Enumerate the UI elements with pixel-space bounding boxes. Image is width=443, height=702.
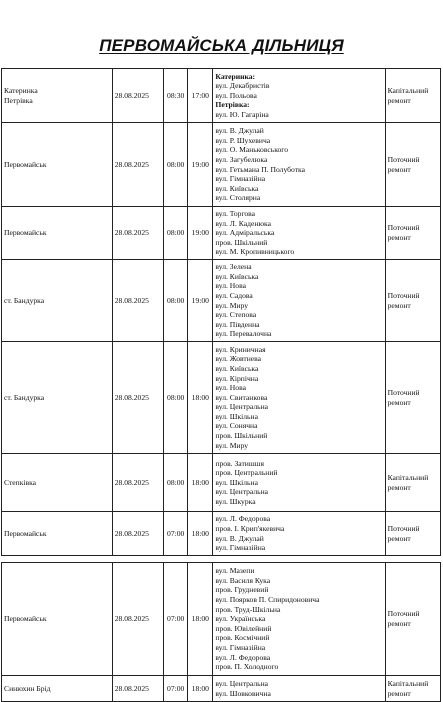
street-item: Петрівка:: [215, 100, 250, 110]
date-cell: 28.08.2025: [112, 207, 163, 260]
street-item: вул. Зелена: [215, 262, 252, 272]
location-cell: ст. Бандурка: [2, 342, 113, 454]
end-time-cell: 18:00: [188, 454, 213, 512]
street-item: вул. В. Джулай: [215, 126, 264, 136]
end-time-cell: 19:00: [188, 123, 213, 207]
street-item: вул. Столярна: [215, 193, 261, 203]
streets-cell: [213, 342, 385, 454]
street-item: пров. Шкільний: [215, 237, 268, 247]
street-item: пров. Затишшя: [215, 458, 265, 468]
street-item: вул. В. Джулай: [215, 533, 264, 543]
date-cell: 28.08.2025: [112, 512, 163, 556]
streets-cell: [213, 676, 385, 702]
street-item: вул. Гімназійна: [215, 174, 266, 184]
street-item: Катеринка:: [215, 71, 256, 81]
street-item: пров. Космічний: [215, 633, 270, 643]
date-cell: 28.08.2025: [112, 123, 163, 207]
start-time-cell: 08:00: [164, 342, 188, 454]
date-cell: 28.08.2025: [112, 342, 163, 454]
street-item: вул. Торгова: [215, 209, 256, 219]
table-row: [2, 454, 441, 512]
street-item: вул. Українська: [215, 614, 266, 624]
schedule-table: [1, 68, 441, 556]
street-item: вул. Криничная: [215, 344, 266, 354]
location-cell: Первомайськ: [2, 123, 113, 207]
street-item: вул. Л. Каденюка: [215, 218, 271, 228]
repair-type-cell: Капітальний ремонт: [385, 676, 440, 702]
location-cell: Катеринка Петрівка: [2, 69, 113, 123]
streets-cell: [213, 260, 385, 342]
location-cell: Степківка: [2, 454, 113, 512]
street-item: вул. Гетьмана П. Полуботка: [215, 164, 305, 174]
table-row: [2, 563, 441, 676]
table-row: [2, 69, 441, 123]
street-item: вул. Сонячна: [215, 421, 258, 431]
repair-type-cell: Поточний ремонт: [385, 123, 440, 207]
street-item: вул. Ю. Гагаріна: [215, 109, 269, 119]
location-cell: Первомайськ: [2, 512, 113, 556]
street-item: пров. Труд-Шкільна: [215, 604, 281, 614]
street-item: вул. Миру: [215, 440, 249, 450]
street-item: вул. Садова: [215, 290, 253, 300]
street-item: вул. Перевалочна: [215, 329, 272, 339]
street-item: вул. Нова: [215, 383, 246, 393]
street-item: вул. Загубелюка: [215, 154, 268, 164]
table-row: [2, 260, 441, 342]
street-item: вул. Декабристів: [215, 81, 270, 91]
street-item: пров. Центральний: [215, 468, 278, 478]
streets-cell: [213, 454, 385, 512]
table-row: [2, 676, 441, 702]
street-item: вул. Центральна: [215, 402, 269, 412]
start-time-cell: 07:00: [164, 512, 188, 556]
street-item: пров. Ювілейний: [215, 623, 272, 633]
street-item: вул. Центральна: [215, 487, 269, 497]
streets-cell: [213, 207, 385, 260]
location-cell: Синюхин Брід: [2, 676, 113, 702]
start-time-cell: 07:00: [164, 676, 188, 702]
date-cell: 28.08.2025: [112, 454, 163, 512]
end-time-cell: 18:00: [188, 512, 213, 556]
streets-cell: [213, 512, 385, 556]
street-item: вул. Гімназійна: [215, 642, 266, 652]
street-item: вул. Польова: [215, 90, 257, 100]
street-item: вул. Поярков П. Спиридоновича: [215, 595, 320, 605]
end-time-cell: 19:00: [188, 260, 213, 342]
end-time-cell: 17:00: [188, 69, 213, 123]
street-item: вул. Кірпічна: [215, 373, 259, 383]
start-time-cell: 08:00: [164, 260, 188, 342]
repair-type-cell: Поточний ремонт: [385, 512, 440, 556]
street-item: вул. Мазепи: [215, 566, 255, 576]
start-time-cell: 08:00: [164, 454, 188, 512]
location-cell: Первомайськ: [2, 207, 113, 260]
street-item: вул. Миру: [215, 300, 249, 310]
table-row: [2, 512, 441, 556]
repair-type-cell: Поточний ремонт: [385, 563, 440, 676]
repair-type-cell: Поточний ремонт: [385, 342, 440, 454]
start-time-cell: 08:30: [164, 69, 188, 123]
street-item: вул. Шкурка: [215, 496, 256, 506]
street-item: вул. Свитанкова: [215, 392, 268, 402]
street-item: пров. П. Холодного: [215, 662, 279, 672]
street-item: вул. Київська: [215, 271, 259, 281]
street-item: вул. О. Маньковського: [215, 145, 289, 155]
date-cell: 28.08.2025: [112, 260, 163, 342]
location-cell: Первомайськ: [2, 563, 113, 676]
street-item: пров. І. Крип'якевича: [215, 523, 285, 533]
end-time-cell: 18:00: [188, 342, 213, 454]
street-item: вул. Василя Кука: [215, 575, 271, 585]
street-item: вул. Гімназійна: [215, 543, 266, 553]
location-cell: ст. Бандурка: [2, 260, 113, 342]
street-item: вул. Р. Шухевича: [215, 135, 271, 145]
table-row: [2, 123, 441, 207]
street-item: вул. Л. Федорова: [215, 652, 271, 662]
repair-type-cell: Поточний ремонт: [385, 260, 440, 342]
repair-type-cell: Поточний ремонт: [385, 207, 440, 260]
street-item: вул. М. Кропивницького: [215, 247, 295, 257]
street-item: вул. Шкільна: [215, 411, 258, 421]
table-row: [2, 342, 441, 454]
street-item: вул. Нова: [215, 281, 246, 291]
street-item: вул. Шкільна: [215, 477, 258, 487]
streets-cell: [213, 123, 385, 207]
street-item: вул. Шовковична: [215, 688, 271, 698]
end-time-cell: 18:00: [188, 676, 213, 702]
street-item: вул. Південна: [215, 319, 260, 329]
end-time-cell: 18:00: [188, 563, 213, 676]
repair-type-cell: Капітальний ремонт: [385, 454, 440, 512]
end-time-cell: 19:00: [188, 207, 213, 260]
street-item: вул. Жовтнева: [215, 354, 262, 364]
street-item: вул. Адміральська: [215, 228, 275, 238]
start-time-cell: 08:00: [164, 207, 188, 260]
date-cell: 28.08.2025: [112, 676, 163, 702]
street-item: вул. Центральна: [215, 678, 269, 688]
schedule-table: [1, 562, 441, 702]
page-title: ПЕРВОМАЙСЬКА ДІЛЬНИЦЯ: [99, 36, 344, 55]
date-cell: 28.08.2025: [112, 563, 163, 676]
table-row: [2, 207, 441, 260]
start-time-cell: 08:00: [164, 123, 188, 207]
street-item: пров. Грудневий: [215, 585, 269, 595]
repair-type-cell: Капітальний ремонт: [385, 69, 440, 123]
streets-cell: [213, 69, 385, 123]
street-item: вул. Л. Федорова: [215, 514, 271, 524]
start-time-cell: 07:00: [164, 563, 188, 676]
street-item: вул. Київська: [215, 363, 259, 373]
street-item: вул. Степова: [215, 310, 257, 320]
streets-cell: [213, 563, 385, 676]
date-cell: 28.08.2025: [112, 69, 163, 123]
street-item: пров. Шкільний: [215, 431, 268, 441]
street-item: вул. Київська: [215, 183, 259, 193]
